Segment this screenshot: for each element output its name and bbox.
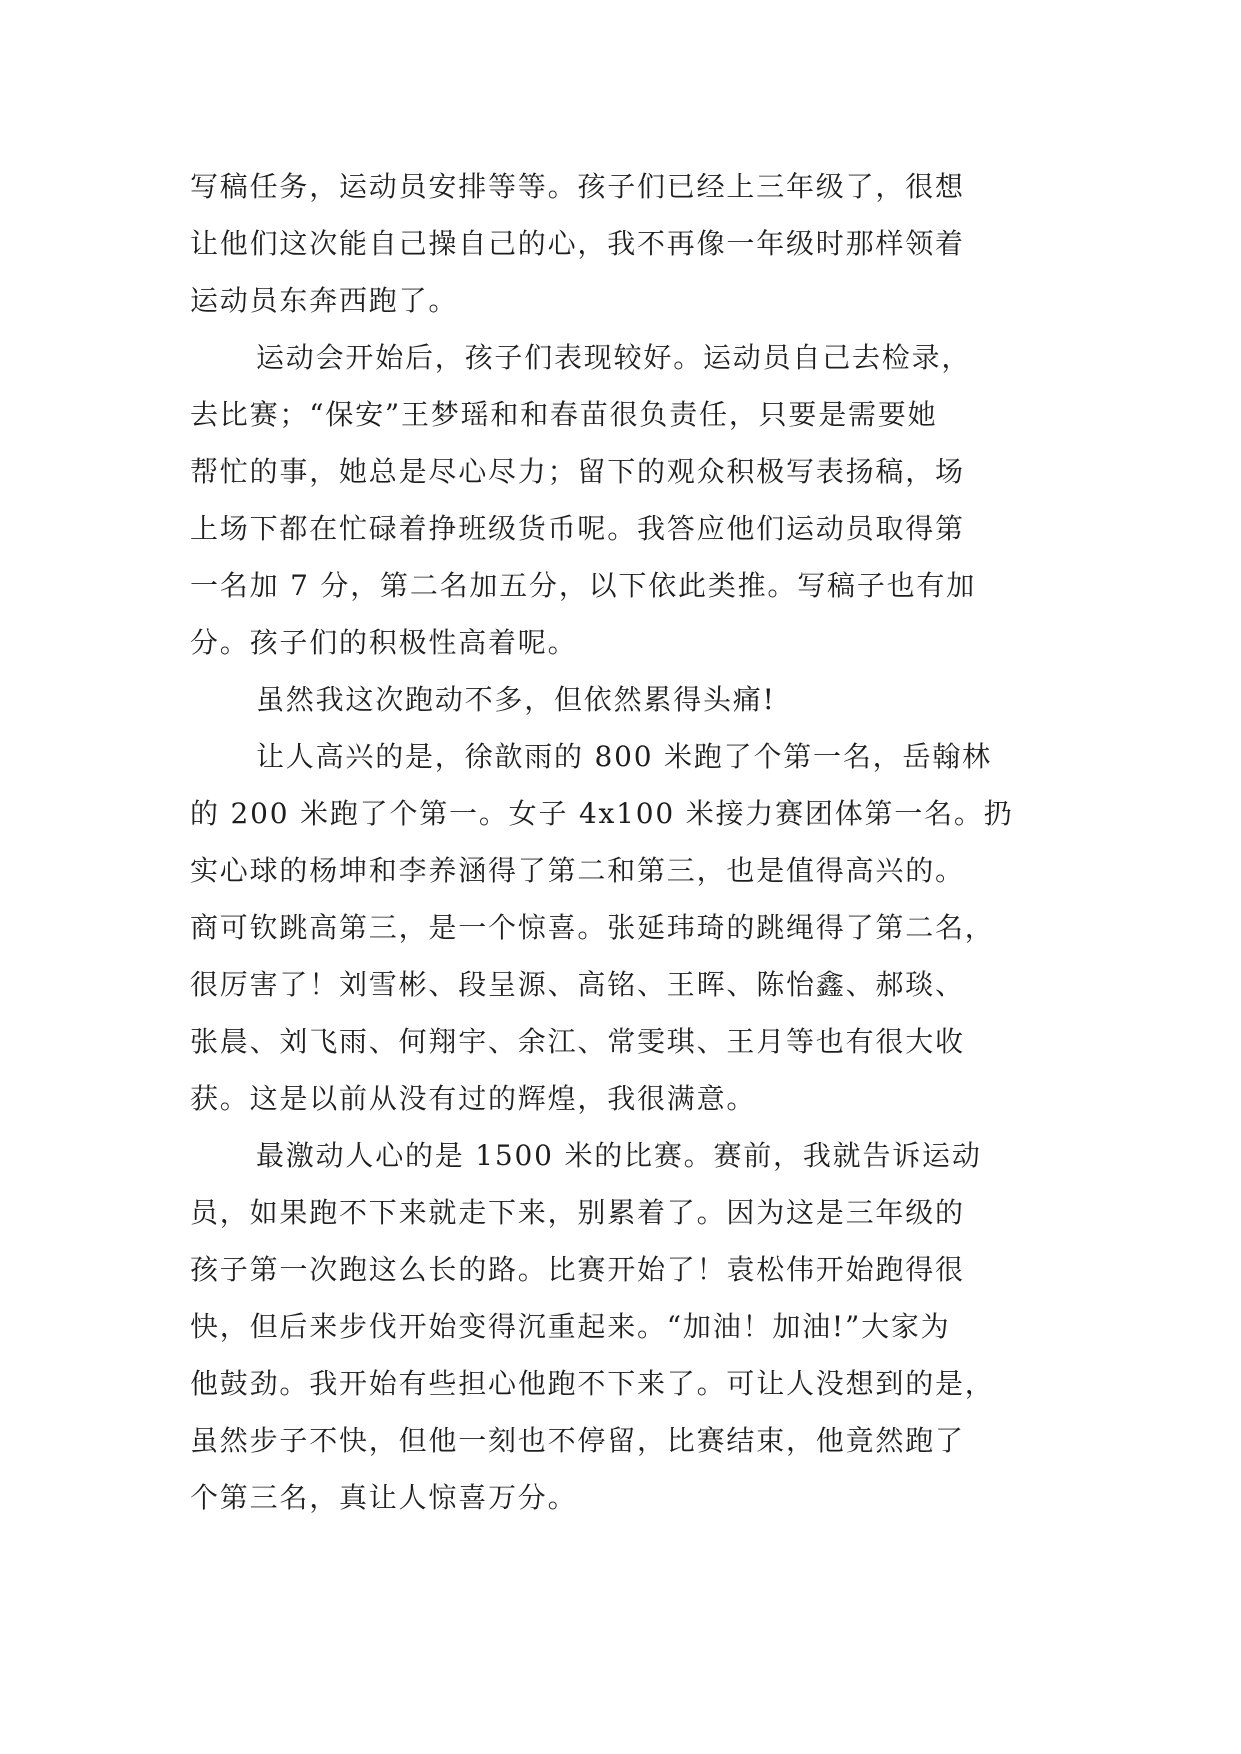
text-line: 的 200 米跑了个第一。女子 4x100 米接力赛团体第一名。扔 bbox=[190, 797, 1014, 830]
text-line: 快，但后来步伐开始变得沉重起来。“加油！加油!”大家为 bbox=[190, 1310, 951, 1343]
text-line: 帮忙的事，她总是尽心尽力；留下的观众积极写表扬稿，场 bbox=[190, 455, 965, 488]
text-line: 让他们这次能自己操自己的心，我不再像一年级时那样领着 bbox=[190, 227, 965, 260]
text-line: 张晨、刘飞雨、何翔宇、余江、常雯琪、王月等也有很大收 bbox=[190, 1025, 965, 1058]
paragraph-start-line: 虽然我这次跑动不多，但依然累得头痛! bbox=[256, 683, 776, 716]
text-line: 获。这是以前从没有过的辉煌，我很满意。 bbox=[190, 1082, 757, 1115]
document-body bbox=[190, 158, 1070, 1526]
text-line: 运动员东奔西跑了。 bbox=[190, 284, 459, 317]
text-line: 孩子第一次跑这么长的路。比赛开始了！袁松伟开始跑得很 bbox=[190, 1253, 965, 1286]
paragraph-start-line: 运动会开始后，孩子们表现较好。运动员自己去检录， bbox=[256, 341, 972, 374]
text-line: 去比赛；“保安”王梦瑶和和春苗很负责任，只要是需要她 bbox=[190, 398, 938, 431]
text-line: 他鼓劲。我开始有些担心他跑不下来了。可让人没想到的是， bbox=[190, 1367, 995, 1400]
text-line: 个第三名，真让人惊喜万分。 bbox=[190, 1481, 578, 1514]
text-line: 很厉害了！刘雪彬、段呈源、高铭、王晖、陈怡鑫、郝琰、 bbox=[190, 968, 965, 1001]
paragraph-start-line: 让人高兴的是，徐歆雨的 800 米跑了个第一名，岳翰林 bbox=[256, 740, 992, 773]
text-line: 分。孩子们的积极性高着呢。 bbox=[190, 626, 578, 659]
text-line: 一名加 7 分，第二名加五分，以下依此类推。写稿子也有加 bbox=[190, 569, 977, 602]
text-line: 虽然步子不快，但他一刻也不停留，比赛结束，他竟然跑了 bbox=[190, 1424, 965, 1457]
text-line: 上场下都在忙碌着挣班级货币呢。我答应他们运动员取得第 bbox=[190, 512, 965, 545]
text-line: 员，如果跑不下来就走下来，别累着了。因为这是三年级的 bbox=[190, 1196, 965, 1229]
text-line: 写稿任务，运动员安排等等。孩子们已经上三年级了，很想 bbox=[190, 170, 965, 203]
text-line: 实心球的杨坤和李养涵得了第二和第三，也是值得高兴的。 bbox=[190, 854, 965, 887]
text-line: 商可钦跳高第三，是一个惊喜。张延玮琦的跳绳得了第二名， bbox=[190, 911, 995, 944]
paragraph-start-line: 最激动人心的是 1500 米的比赛。赛前，我就告诉运动 bbox=[256, 1139, 982, 1172]
